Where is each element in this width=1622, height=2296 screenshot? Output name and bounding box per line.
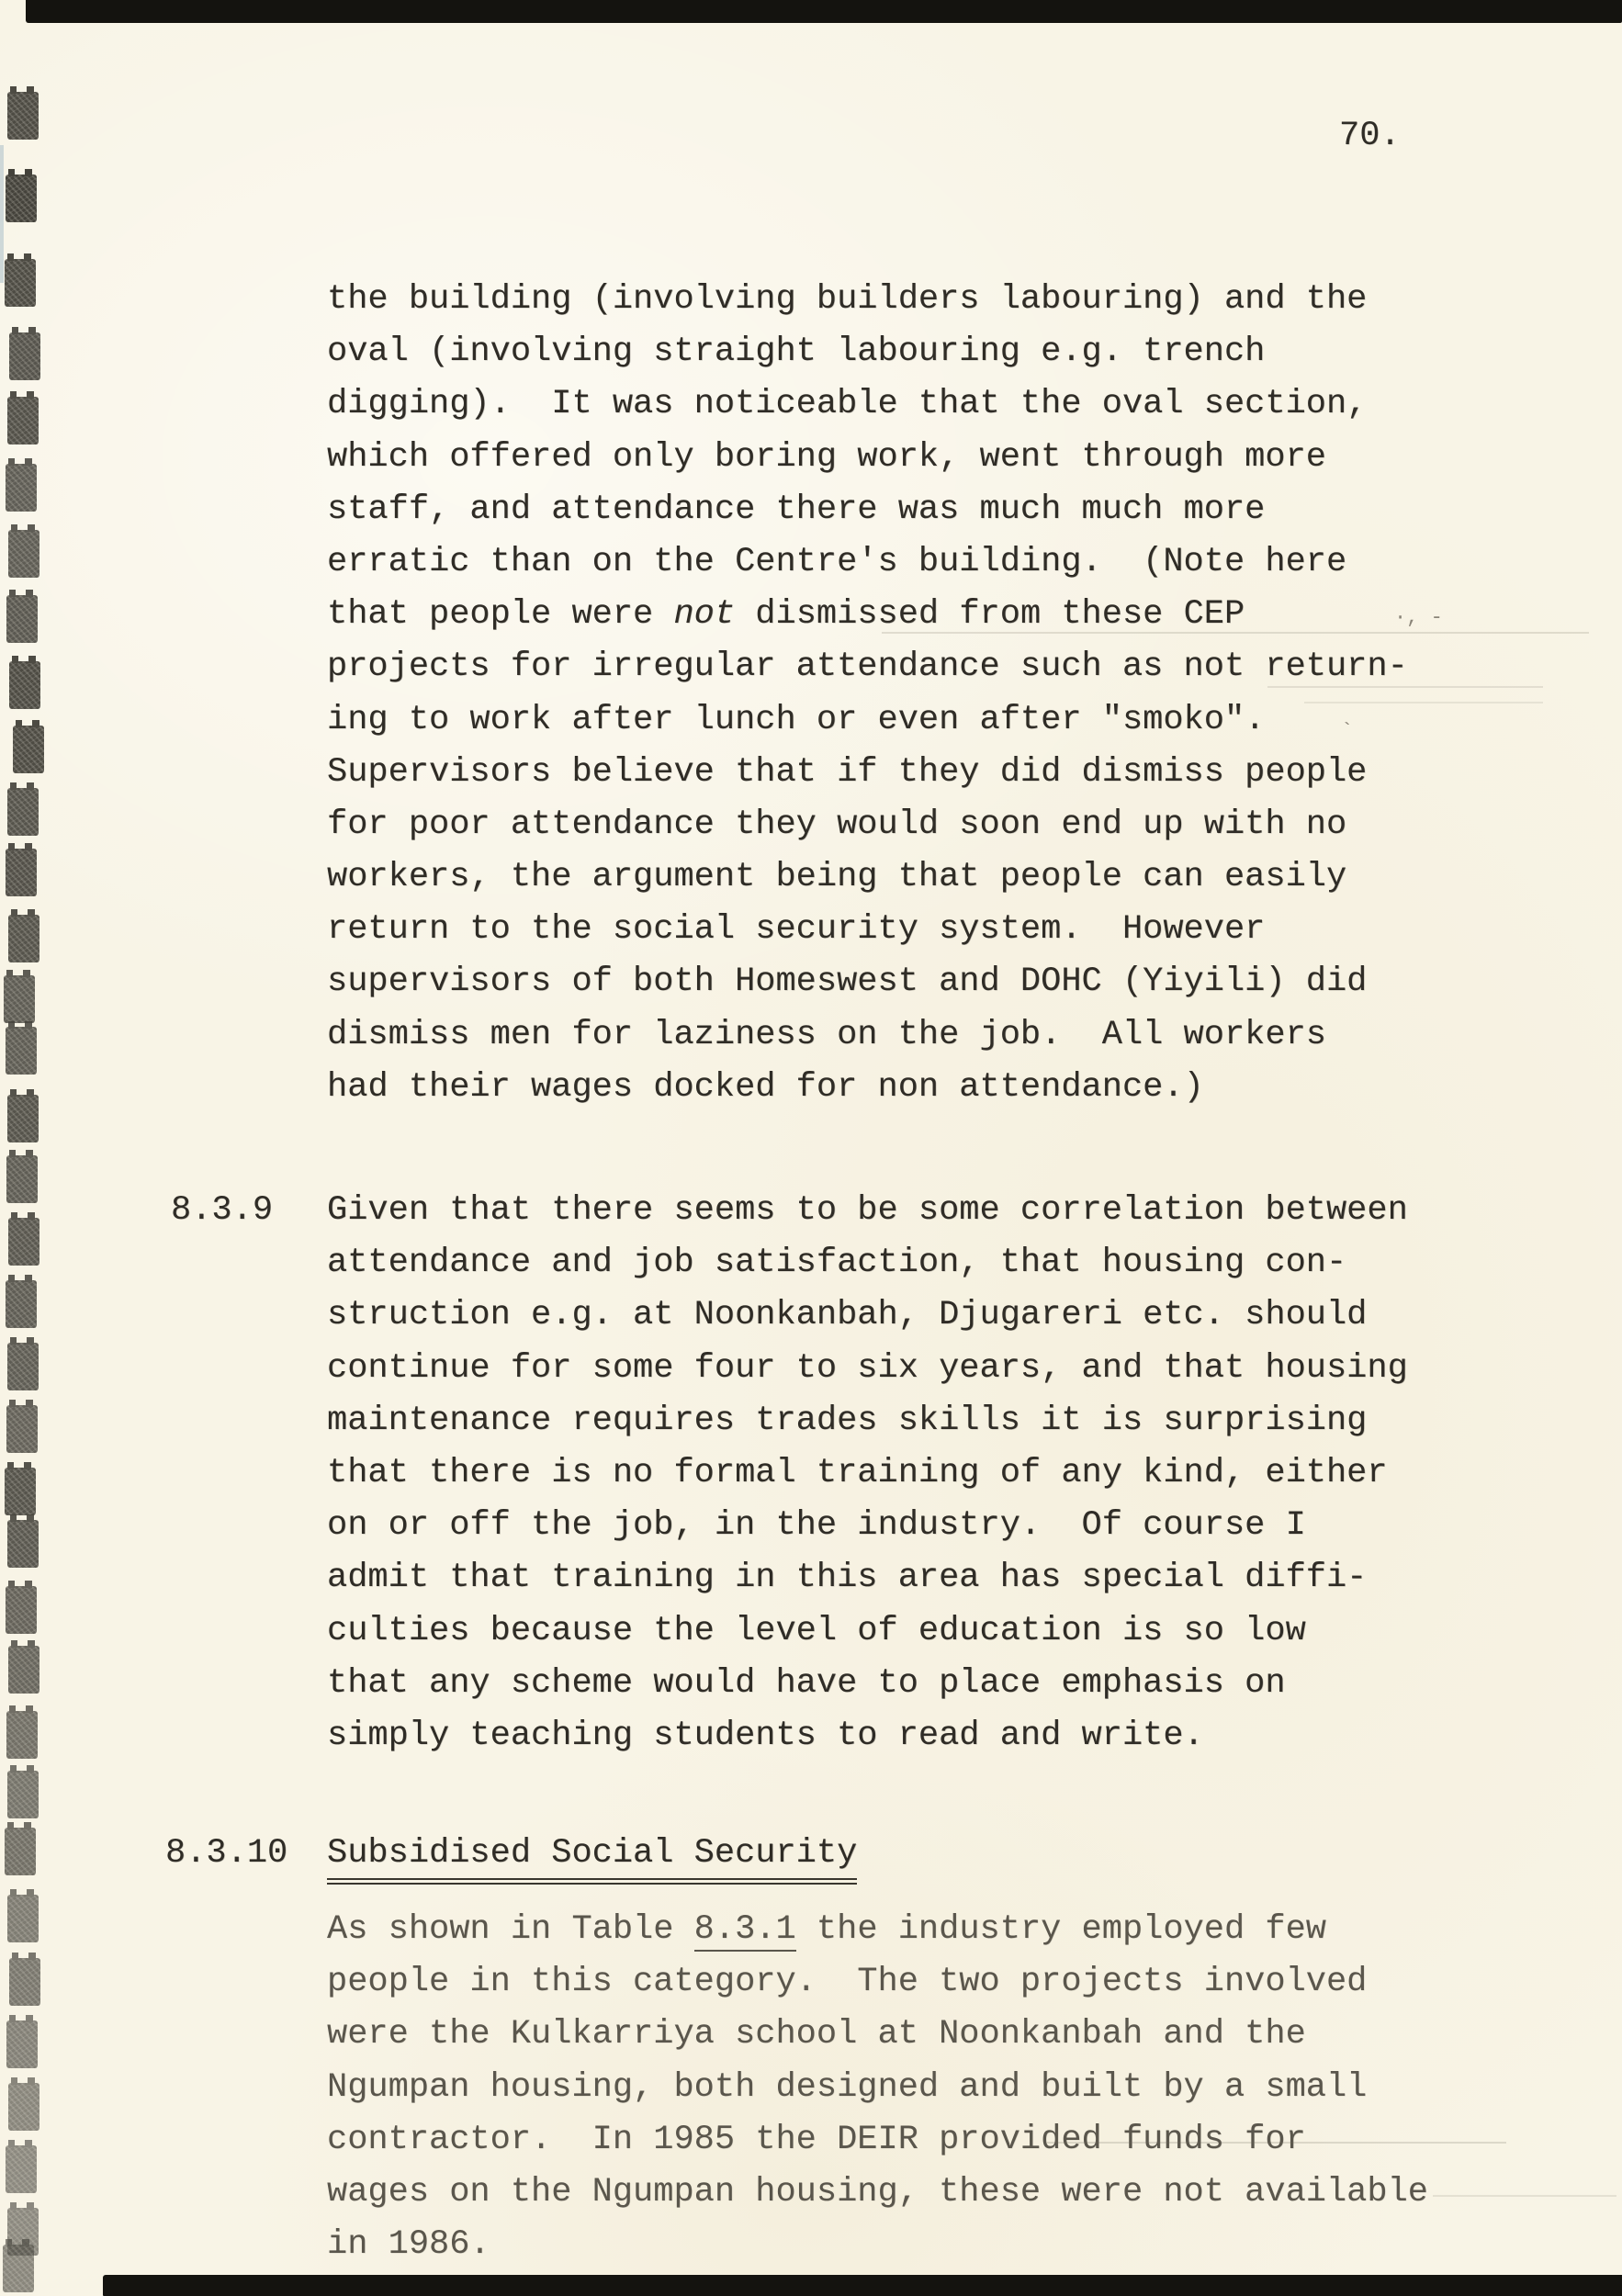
binding-mark [9, 1958, 40, 2006]
binding-mark [7, 1771, 39, 1818]
binding-mark [7, 1343, 39, 1390]
binding-mark [7, 1895, 39, 1942]
pencil-mark: ·, - [1394, 606, 1443, 629]
typed-line: Supervisors believe that if they did dismiss people [327, 752, 1368, 792]
typed-line: attendance and job satisfaction, that housing con- [327, 1244, 1347, 1283]
binding-mark [9, 332, 40, 380]
binding-mark [6, 1027, 37, 1075]
photocopy-streak [1267, 686, 1543, 688]
binding-mark [7, 92, 39, 140]
paragraph-8-3-9 [327, 1185, 1408, 1762]
typed-line: ing to work after lunch or even after "smoko". [327, 700, 1266, 739]
paragraph-continuation [327, 274, 1408, 1114]
typed-line: As shown in Table 8.3.1 the industry employed few [327, 1904, 1428, 1956]
typed-line: that people were not dismissed from these CEP [327, 595, 1245, 635]
binding-mark [5, 1828, 36, 1875]
binding-mark [6, 464, 37, 512]
typed-line: culties because the level of education is so low [327, 1611, 1306, 1650]
typed-line: that any scheme would have to place emphasis on [327, 1663, 1286, 1703]
binding-mark [8, 915, 39, 962]
typed-line: had their wages docked for non attendance.) [327, 1067, 1204, 1107]
typed-line: staff, and attendance there was much much more [327, 490, 1266, 529]
binding-mark [6, 595, 38, 643]
typed-line: people in this category. The two projects involved [327, 1963, 1368, 2002]
binding-mark [3, 2245, 34, 2292]
section-number-8-3-10: 8.3.10 [165, 1834, 288, 1873]
typed-line: on or off the job, in the industry. Of course I [327, 1506, 1306, 1546]
binding-mark [7, 397, 39, 445]
typed-line: supervisors of both Homeswest and DOHC (Yiyili) did [327, 962, 1368, 1002]
typed-line: for poor attendance they would soon end up with no [327, 805, 1347, 844]
typed-line: contractor. In 1985 the DEIR provided funds for [327, 2120, 1306, 2159]
photocopy-streak [1047, 2142, 1506, 2144]
typed-line: admit that training in this area has special diffi- [327, 1559, 1368, 1598]
binding-mark [4, 975, 35, 1023]
binding-mark [9, 661, 40, 709]
typed-line: Ngumpan housing, both designed and built by a small [327, 2067, 1368, 2107]
typed-line: simply teaching students to read and write. [327, 1716, 1204, 1755]
binding-mark [6, 2020, 38, 2068]
typed-line: Given that there seems to be some correlation between [327, 1191, 1408, 1230]
photocopy-streak [882, 632, 1589, 634]
binding-mark [7, 1520, 39, 1568]
binding-mark [8, 530, 39, 578]
binding-mark [5, 1468, 36, 1515]
binding-mark [8, 1218, 39, 1266]
typed-line: were the Kulkarriya school at Noonkanbah and the [327, 2015, 1306, 2054]
photocopy-streak [1304, 702, 1543, 703]
typed-line: the building (involving builders labouring) and the [327, 280, 1368, 319]
binding-mark [6, 849, 37, 896]
scan-top-bar [26, 0, 1622, 23]
scan-bottom-bar [103, 2275, 1622, 2296]
typed-line: return to the social security system. However [327, 910, 1266, 950]
binding-mark [6, 174, 37, 222]
binding-mark [6, 1155, 38, 1203]
binding-mark [5, 259, 36, 307]
section-heading-text: Subsidised Social Security [327, 1834, 857, 1885]
binding-mark [7, 788, 39, 836]
typed-line: dismiss men for laziness on the job. All workers [327, 1015, 1326, 1054]
binding-mark [6, 1405, 38, 1453]
typed-line: in 1986. [327, 2225, 490, 2265]
typed-line: continue for some four to six years, and that housing [327, 1348, 1408, 1388]
typed-line: digging). It was noticeable that the oval section, [327, 385, 1368, 424]
binding-mark [8, 1646, 39, 1694]
section-heading-8-3-10 [327, 1828, 857, 1880]
typed-line: which offered only boring work, went through more [327, 437, 1326, 477]
typed-line: erratic than on the Centre's building. (Note here [327, 542, 1347, 581]
binding-mark [7, 1095, 39, 1142]
scan-edge-line [0, 145, 4, 283]
binding-mark [6, 2145, 37, 2193]
paragraph-8-3-10 [327, 1904, 1428, 2271]
binding-mark [8, 2083, 39, 2131]
section-number-8-3-9: 8.3.9 [171, 1191, 274, 1230]
typed-line: maintenance requires trades skills it is surprising [327, 1401, 1368, 1440]
typed-line: struction e.g. at Noonkanbah, Djugareri etc. should [327, 1296, 1368, 1335]
photocopy-streak [1433, 2195, 1616, 2197]
binding-mark [6, 1711, 38, 1759]
binding-mark [6, 1586, 37, 1634]
typed-line: workers, the argument being that people can easily [327, 858, 1347, 897]
binding-mark [13, 726, 44, 773]
page-number: 70. [1339, 117, 1401, 155]
typed-line: wages on the Ngumpan housing, these were not available [327, 2172, 1428, 2212]
pencil-mark: ` [1341, 720, 1354, 743]
typed-line: projects for irregular attendance such as not return- [327, 647, 1408, 687]
typed-line: that there is no formal training of any kind, either [327, 1453, 1388, 1492]
binding-mark [6, 1280, 37, 1328]
typed-line: oval (involving straight labouring e.g. trench [327, 332, 1266, 372]
